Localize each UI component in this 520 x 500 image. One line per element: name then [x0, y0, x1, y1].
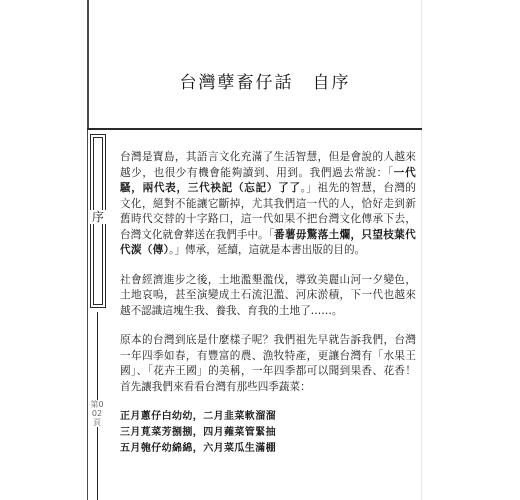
verse-line: 正月蔥仔白幼幼，二月韭菜軟溜溜 [120, 411, 276, 422]
paragraph-1-text-1: 台灣是寶島，其語言文化充滿了生活智慧，但是會說的人越來越少，也很少有機會能夠讀到、用到。我們過去常說：「 [120, 151, 416, 179]
verse-line: 五月匏仔幼綿綿，六月菜瓜生滿棚 [120, 443, 276, 454]
proverb-1: 一代騷，兩代表，三代袂記（忘記）了了 [120, 166, 416, 194]
verse-line: 三月莧菜芳捌捌，四月蕹菜管緊抽 [120, 427, 276, 438]
vegetable-verse [120, 409, 416, 457]
page-number: 第002頁 [90, 400, 104, 427]
paragraph-1-text-2: 。」祖先的智慧，台灣的文化，絕對不能讓它斷掉，尤其我們這一代的人，恰好走到新舊時代交替的十字路口，這一代如果不把台灣文化傳承下去，台灣文化就會葬送在我們手中。「 [120, 182, 416, 241]
proverb-2: 番薯毋驚落土爛，只望枝葉代代湠（傳） [120, 228, 416, 256]
paragraph-2-text: 社會經濟進步之後，土地濫墾濫伐，導致美麗山河一夕變色，土地哀嗚，甚至演變成土石流氾濫、河床淤積，下一代也越來越不認識這塊生我、養我、育我的土地了……。 [120, 273, 416, 317]
section-label: 序 [91, 210, 104, 224]
paragraph-1-text-3: 。」傳承，延續，這就是本書出版的目的。 [169, 244, 366, 256]
page-title: 台灣孽畜仔話 自序 [179, 73, 351, 93]
preface-body [120, 150, 416, 457]
header-rule [87, 128, 422, 130]
paragraph-3-text: 原本的台灣到底是什麼樣子呢？我們祖先早就告訴我們，台灣一年四季如春，有豐富的農、漁牧特產，更讓台灣有「水果王國」、「花卉王國」的美稱，一年四季都可以聞到果香、花香！首先讓我們來看看台灣有那些四季蔬菜： [120, 334, 416, 393]
page-right-border [421, 0, 422, 500]
paragraph-3 [120, 333, 416, 395]
paragraph-2 [120, 273, 416, 320]
paragraph-1 [120, 150, 416, 259]
